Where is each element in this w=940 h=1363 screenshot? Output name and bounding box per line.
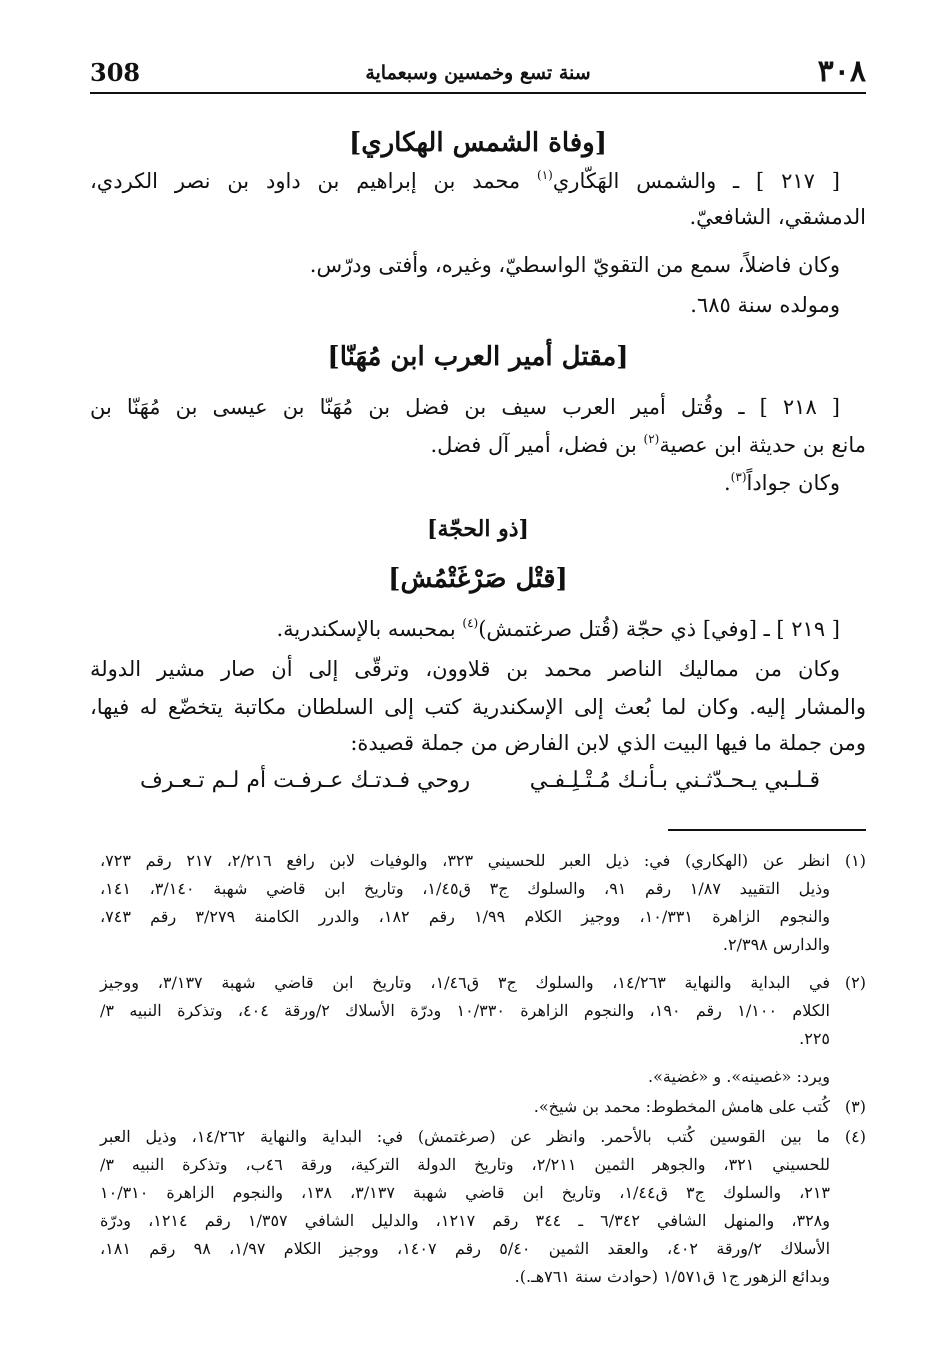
entry-218-text-d: . (723, 471, 731, 495)
footnote-3-line-1: كُتب على هامش المخطوط: محمد بن شيخ». (533, 1097, 830, 1116)
running-header (90, 54, 866, 94)
footnote-2-line-2: الكلام ١/١٠٠ رقم ١٩٠، والنجوم الزاهرة ١٠/٣٣٠ ودرّة الأسلاك ٢/ورقة ٤٠٤، وتذكرة النبيه ٣/ (100, 1001, 830, 1020)
verse-second-hemistich: روحي فـدتـك عـرفـت أم لـم تـعـرف (140, 768, 471, 793)
footnote-2-line-3: ٢٢٥. (799, 1029, 830, 1048)
footnote-4-line-3: ٢١٣، والسلوك ج٣ ق١/٤٤، وتاريخ ابن قاضي شهبة ٣/١٣٧، ١٣٨، والنجوم الزاهرة ١٠/٣١٠ (100, 1183, 831, 1202)
page-number-arabic: ٣٠٨ (817, 54, 866, 89)
entry-219-line-4: ومن جملة ما فيها البيت الذي لابن الفارض من جملة قصيدة: (350, 731, 866, 755)
footnote-4-line-2: للحسيني ٣٢١، والجوهر الثمين ٢/٢١١، وتاريخ الدولة التركية، ورقة ٤٦ب، وتذكرة النبيه ٣/ (100, 1155, 830, 1174)
footnote-4-line-5: الأسلاك ٢/ورقة ٤٠٢، والعقد الثمين ٥/٤٠ رقم ١٤٠٧، ووجيز الكلام ١/٩٧، ٩٨ رقم ١٨١، (100, 1239, 831, 1258)
footnote-ref-1: (١) (537, 168, 553, 182)
footnote-4-line-1: ما بين القوسين كُتب بالأحمر. وانظر عن (صرغتمش) في: البداية والنهاية ١٤/٢٦٢، وذيل العبر (100, 1127, 831, 1146)
footnote-number-3: (٣) (844, 1097, 866, 1116)
footnote-ref-2: (٢) (643, 432, 660, 446)
entry-218-line-3 (90, 468, 866, 498)
footnote-ref-3: (٣) (730, 470, 747, 484)
footnote-1-line-3: والنجوم الزاهرة ١٠/٣٣١، ووجيز الكلام ١/٩٩ رقم ١٨٢، والدرر الكامنة ٣/٢٧٩ رقم ٧٤٣، (100, 907, 831, 926)
section-heading-217: [وفاة الشمس الهكاري] (348, 128, 608, 158)
entry-218-text-b: بن فضل، أمير آل فضل. (430, 433, 644, 457)
footnote-4-line-4: و٣٢٨، والمنهل الشافي ٦/٣٤٢ ـ ٣٤٤ رقم ١٢١٧، والدليل الشافي ١/٣٥٧ رقم ١٢١٤، ودرّة (100, 1211, 830, 1230)
entry-219-text-b: بمحبسه بالإسكندرية. (276, 617, 463, 641)
entry-217-line-2: الدمشقي، الشافعيّ. (689, 205, 866, 229)
page-number-latin: 308 (90, 58, 141, 87)
entry-217-text-a: [ ٢١٧ ] ـ والشمس الهَكّاري (552, 169, 840, 193)
footnote-4-line-6: وبدائع الزهور ج١ ق١/٥٧١ (حوادث سنة ٧٦١هـ.). (514, 1267, 830, 1286)
footnote-2-line-4: ويرد: «غصينه». و «غضية». (648, 1067, 830, 1086)
section-heading-218: [مقتل أمير العرب ابن مُهَنّا] (327, 342, 629, 372)
verse-first-hemistich: قـلـبي يـحـدّثـني بـأنـك مُـتْـلِـفـي (529, 768, 820, 793)
running-title: سنة تسع وخمسين وسبعماية (365, 62, 591, 84)
entry-217-text-b: محمد بن إبراهيم بن داود بن نصر الكردي، (90, 169, 538, 193)
poetry-verse (140, 768, 820, 802)
entry-219-line-2: وكان من مماليك الناصر محمد بن قلاوون، وترقّى إلى أن صار مشير الدولة (90, 657, 840, 681)
entry-218-line-2 (90, 430, 866, 460)
month-heading: [ذو الحجّة] (427, 516, 529, 542)
entry-218-text-c: وكان جواداً (746, 471, 840, 495)
footnote-2-line-1: في البداية والنهاية ١٤/٢٦٣، والسلوك ج٣ ق١/٤٦، وتاريخ ابن قاضي شهبة ٣/١٣٧، ووجيز (100, 973, 831, 992)
entry-219-text-a: [ ٢١٩ ] ـ [وفي] ذي حجّة (قُتل صرغتمش) (478, 617, 840, 641)
section-heading-219: [قتْل صَرْغَتْمُش] (388, 564, 568, 594)
entry-219-line-1 (90, 614, 866, 644)
footnote-1-line-4: والدارس ٢/٣٩٨. (722, 935, 830, 954)
footnote-1-line-1: انظر عن (الهكاري) في: ذيل العبر للحسيني ٣٢٣، والوفيات لابن رافع ٢/٢١٦، ٢١٧ رقم ٧٢٣، (100, 851, 830, 870)
entry-219-line-3: والمشار إليه. وكان لما بُعث إلى الإسكندرية كتب إلى السلطان مكاتبة يتخضّع له فيها، (90, 695, 866, 719)
entry-218-text-a: مانع بن حديثة ابن عصية (659, 433, 866, 457)
footnote-number-2: (٢) (844, 973, 866, 992)
footnote-separator (668, 829, 866, 831)
footnote-ref-4: (٤) (462, 616, 479, 630)
entry-218-line-1: [ ٢١٨ ] ـ وقُتل أمير العرب سيف بن فضل بن مُهَنّا بن عيسى بن مُهَنّا بن (90, 395, 840, 419)
footnote-number-1: (١) (844, 851, 866, 870)
footnote-number-4: (٤) (844, 1127, 866, 1146)
entry-217-line-3: وكان فاضلاً، سمع من التقويّ الواسطيّ، وغيره، وأفتى ودرّس. (309, 253, 840, 277)
header-rule (90, 92, 866, 94)
entry-217-line-4: ومولده سنة ٦٨٥. (690, 293, 840, 317)
footnote-1-line-2: وذيل التقييد ١/٨٧ رقم ٩١، والسلوك ج٣ ق١/٤٥، وتاريخ ابن قاضي شهبة ٣/١٤٠، ١٤١، (100, 879, 831, 898)
entry-217-line-1 (90, 166, 866, 196)
